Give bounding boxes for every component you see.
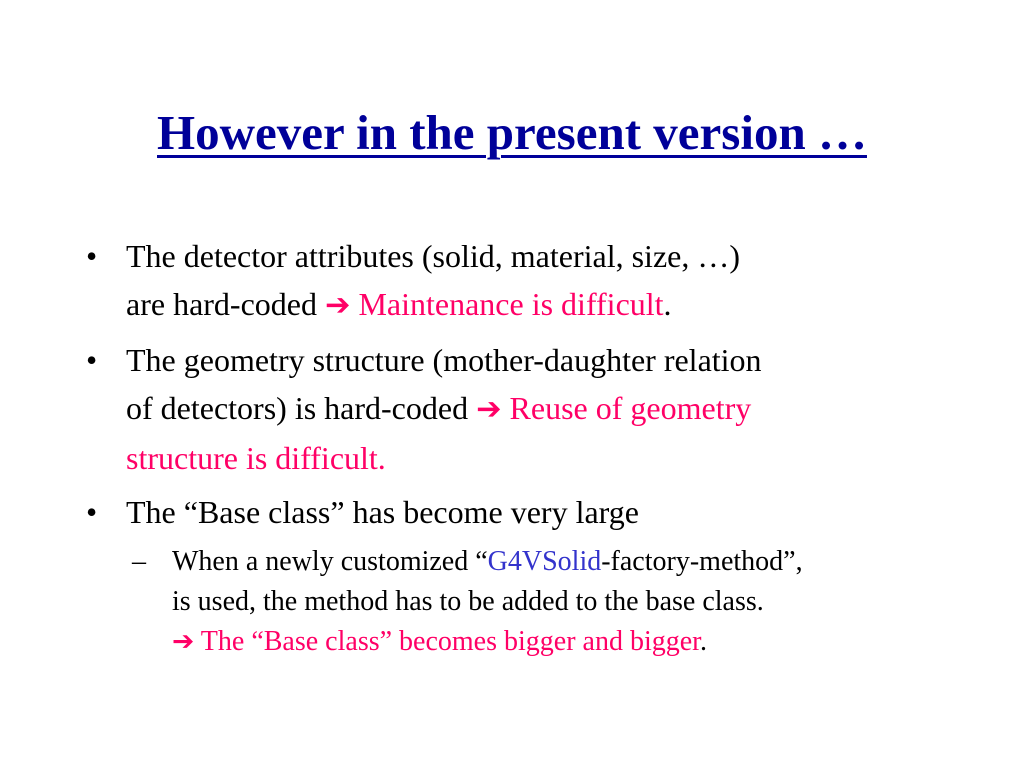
bullet-item-2 (82, 336, 932, 482)
highlight-text: Maintenance is difficult (350, 286, 664, 322)
sub-bullet-text: When a newly customized “ (172, 546, 488, 577)
slide-title-text: However in the present version … (157, 105, 867, 160)
sub-bullet-item (82, 542, 932, 662)
class-name-text: G4VSolid (487, 546, 602, 577)
highlight-text: Reuse of geometry (501, 390, 752, 426)
bullet-item-3 (82, 488, 932, 536)
highlight-text: The “Base class” becomes bigger and bigger (194, 626, 700, 657)
bullet-text-line: of detectors) is hard-coded (126, 390, 477, 426)
highlight-text: structure is difficult. (126, 440, 386, 476)
bullet-marker: • (86, 238, 98, 274)
bullet-marker: • (86, 342, 98, 378)
bullet-text-line: The geometry structure (mother-daughter relation (126, 342, 762, 378)
sub-bullet-suffix: . (699, 626, 707, 657)
bullet-text-line: are hard-coded (126, 286, 325, 322)
sub-bullet-text: is used, the method has to be added to the base class. (172, 586, 764, 617)
bullet-text-line: The “Base class” has become very large (126, 494, 639, 530)
sub-bullet-marker: – (132, 546, 146, 577)
bullet-marker: • (86, 494, 98, 530)
sub-bullet-text: -factory-method”, (601, 546, 803, 577)
right-arrow-icon: ➔ (324, 288, 351, 323)
slide-title (0, 100, 1024, 166)
right-arrow-icon: ➔ (476, 392, 502, 427)
right-arrow-icon: ➔ (172, 626, 195, 657)
bullet-item-1 (82, 232, 932, 330)
bullet-text-line: The detector attributes (solid, material, size, …) (126, 238, 740, 274)
bullet-list (82, 232, 932, 662)
bullet-text-suffix: . (663, 286, 672, 322)
